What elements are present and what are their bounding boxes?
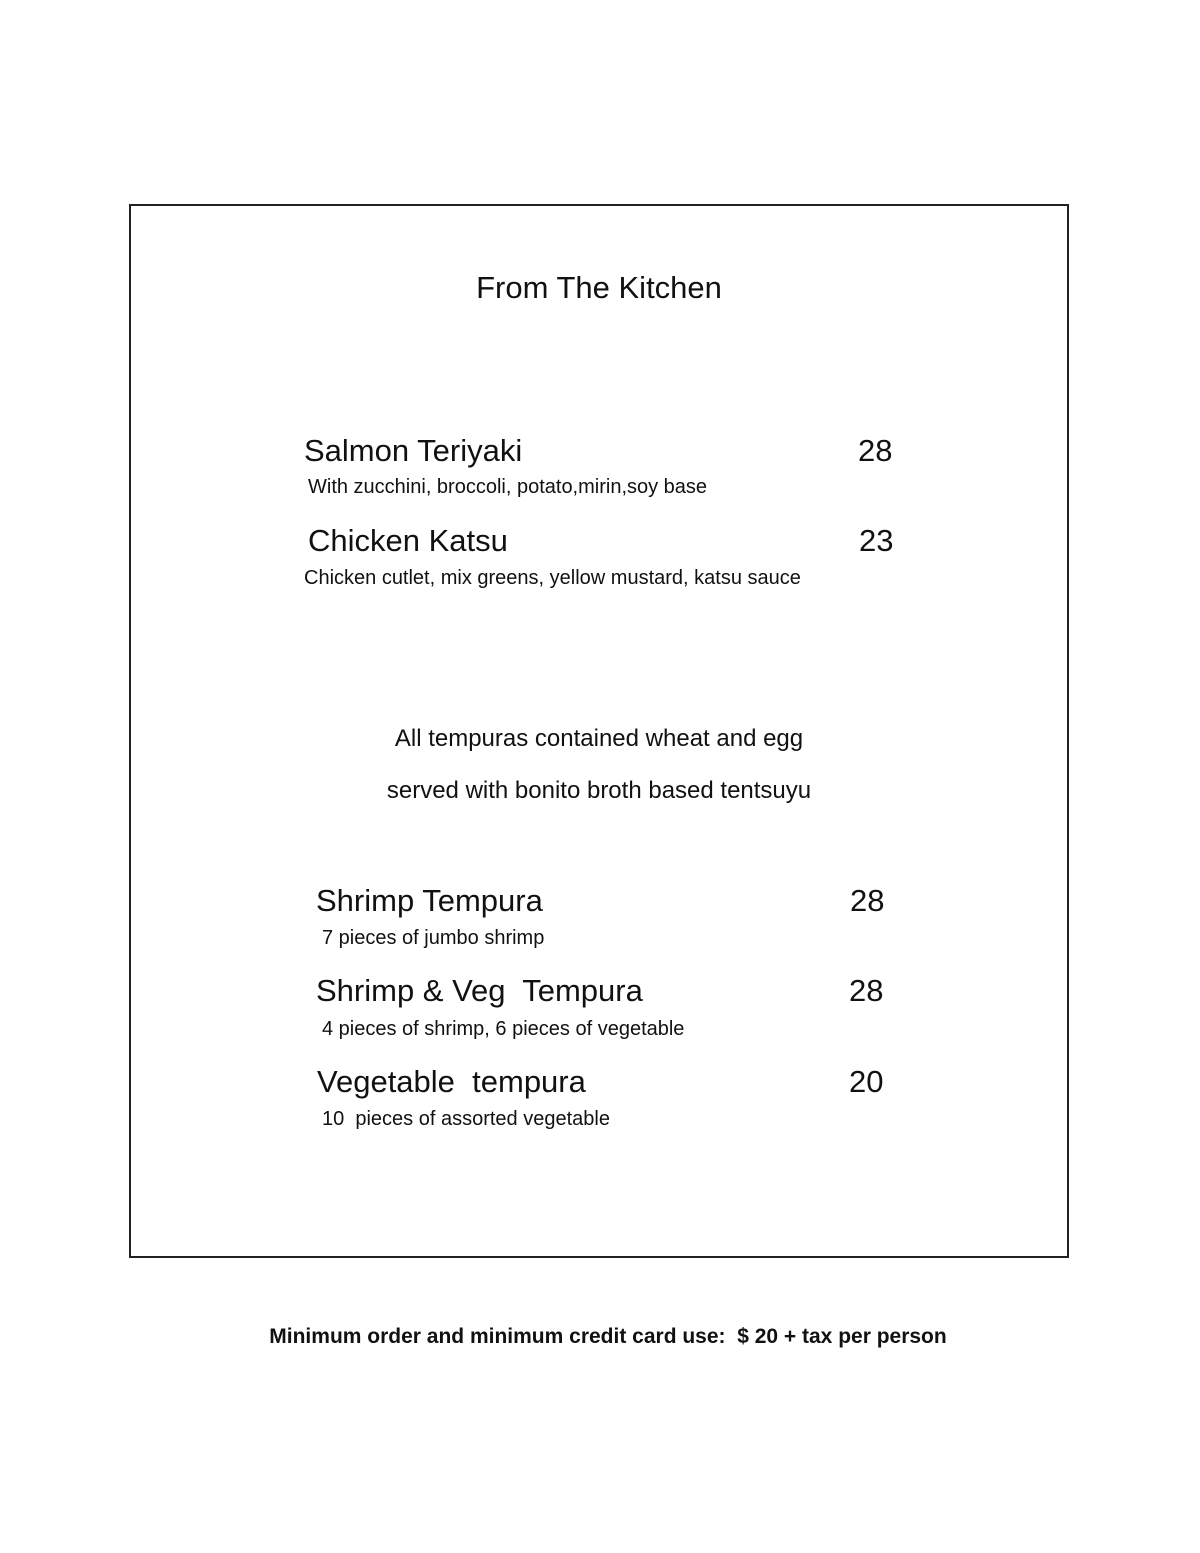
item-desc-chicken-katsu: Chicken cutlet, mix greens, yellow mustard, katsu sauce (304, 567, 801, 589)
tempura-note-line-2: served with bonito broth based tentsuyu (386, 777, 812, 804)
item-name-shrimp-veg-tempura: Shrimp & Veg Tempura (316, 973, 643, 1008)
tempura-note-line-1: All tempuras contained wheat and egg (394, 725, 804, 752)
item-name-salmon-teriyaki: Salmon Teriyaki (304, 433, 523, 468)
menu-frame (129, 204, 1069, 1258)
item-price-chicken-katsu: 23 (859, 523, 894, 558)
item-name-shrimp-tempura: Shrimp Tempura (316, 883, 543, 918)
item-name-chicken-katsu: Chicken Katsu (308, 523, 508, 558)
item-desc-shrimp-tempura: 7 pieces of jumbo shrimp (322, 927, 545, 949)
item-desc-salmon-teriyaki: With zucchini, broccoli, potato,mirin,soy base (308, 476, 708, 498)
item-price-vegetable-tempura: 20 (849, 1064, 884, 1099)
item-desc-vegetable-tempura: 10 pieces of assorted vegetable (322, 1108, 610, 1130)
item-price-salmon-teriyaki: 28 (858, 433, 893, 468)
section-title: From The Kitchen (476, 270, 722, 305)
item-price-shrimp-veg-tempura: 28 (849, 973, 884, 1008)
item-desc-shrimp-veg-tempura: 4 pieces of shrimp, 6 pieces of vegetable (322, 1018, 685, 1040)
minimum-order-note: Minimum order and minimum credit card use: $ 20 + tax per person (269, 1325, 947, 1348)
item-name-vegetable-tempura: Vegetable tempura (317, 1064, 586, 1099)
item-price-shrimp-tempura: 28 (850, 883, 885, 918)
